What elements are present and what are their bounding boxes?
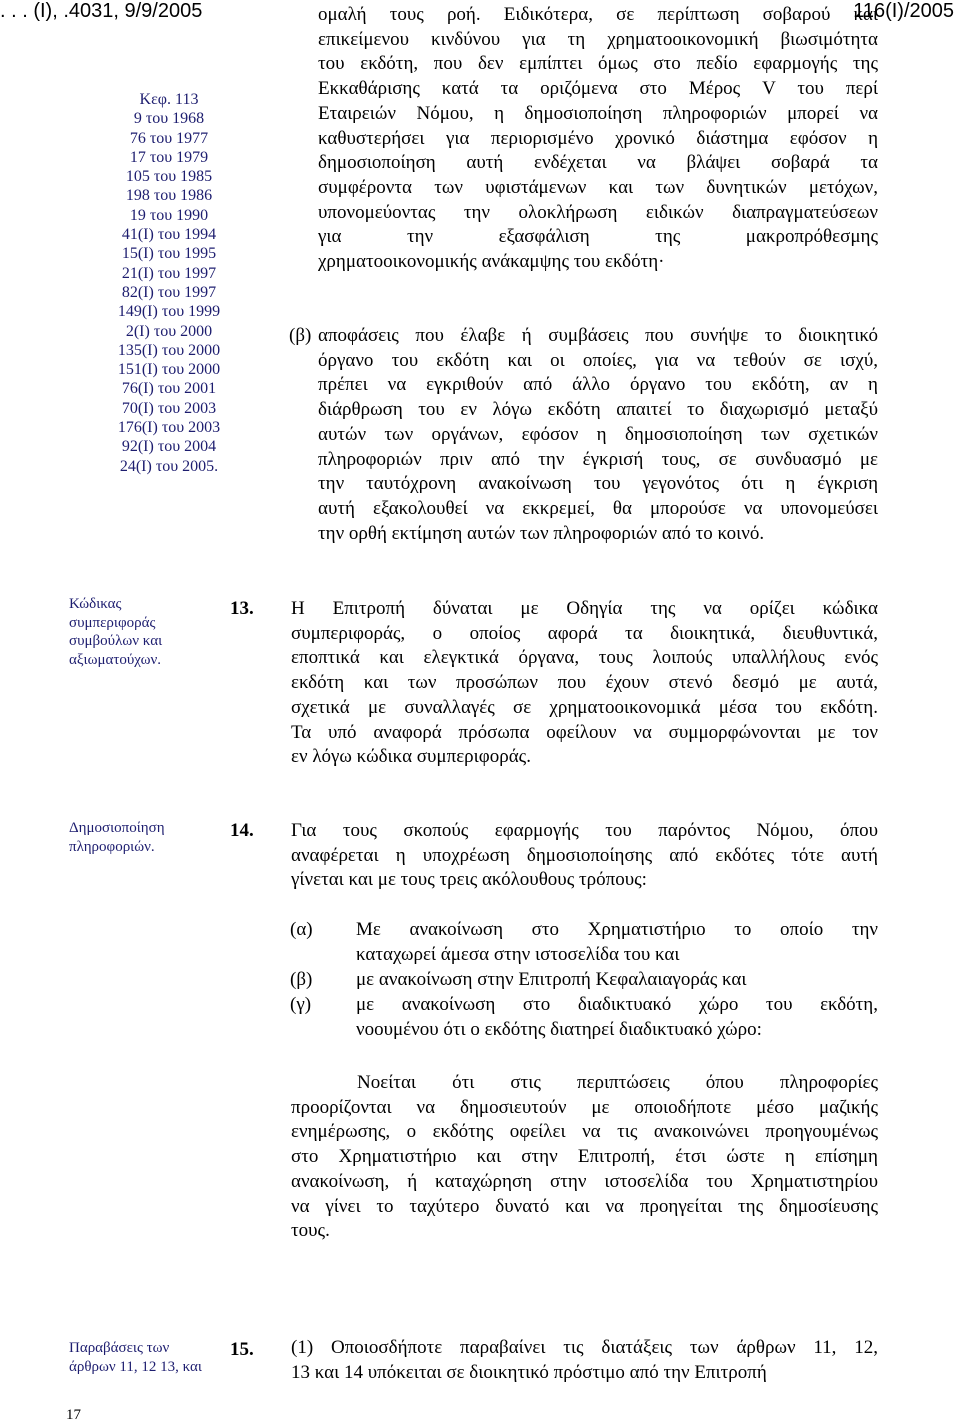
- text-line: συμπεριφοράς, ο οποίος αφορά τα διοικητικά, διευθυντικά,: [291, 622, 878, 644]
- article-14-number: 14.: [230, 820, 254, 841]
- text-line: Εκκαθάρισης κατά τα οριζόμενα στο Μέρος V του περί: [318, 78, 878, 100]
- law-reference: 176(Ι) του 2003: [117, 419, 221, 437]
- text-line: καταχωρεί άμεσα στην ιστοσελίδα του και: [356, 943, 680, 965]
- text-line: αναφέρεται η υποχρέωση δημοσιοποίησης από εκδότες τότε αυτή: [291, 844, 878, 866]
- law-reference: 9 του 1968: [133, 110, 205, 128]
- text-line: διάρθρωση του εν λόγω εκδότη απαιτεί το διαχωρισμό μεταξύ: [318, 399, 878, 421]
- text-line: του εκδότη, που δεν εμπίπτει όμως στο πεδίο εφαρμογής της: [318, 53, 878, 75]
- article-14-text: [291, 819, 878, 893]
- article-14-item-a-text: [356, 918, 878, 967]
- article-15-text: [291, 1336, 878, 1385]
- text-line: την ορθή εκτίμηση αυτών των πληροφοριών από το κοινό.: [318, 522, 765, 544]
- text-line: καθυστερήσει για περιορισμένο χρονικό διάστημα εφόσον η: [318, 127, 878, 149]
- text-line: γίνεται και με τους τρεις ακόλουθους τρόπους:: [291, 869, 647, 891]
- text-line: εκδότη και των προσώπων που έχουν στενό δεσμό με αυτά,: [291, 672, 878, 694]
- law-reference: 198 του 1986: [125, 187, 213, 205]
- text-line: νοουμένου ότι ο εκδότης διατηρεί διαδικτυακό χώρο:: [356, 1018, 762, 1040]
- article-14-item-b-text: [356, 968, 878, 993]
- article-15-number: 15.: [230, 1339, 254, 1360]
- article-14-item-a-label: (α): [290, 919, 313, 940]
- continuation-paragraph: [318, 3, 878, 275]
- law-reference: 82(Ι) του 1997: [121, 283, 217, 301]
- caption-line: συμβούλων και: [69, 633, 163, 649]
- text-line: ενημέρωσης, ο εκδότης οφείλει να τις ανακοινώνει προηγουμένως: [291, 1121, 878, 1143]
- text-line: αυτή εξακολουθεί να εκκρεμεί, θα μπορούσε να υπονομεύσει: [318, 497, 878, 519]
- law-reference: 76(Ι) του 2001: [121, 380, 217, 398]
- margin-law-references: [66, 90, 272, 476]
- law-reference: 21(Ι) του 1997: [121, 264, 217, 282]
- text-line: Τα υπό αναφορά πρόσωπα οφείλουν να συμμορφώνονται με τον: [291, 721, 878, 743]
- text-line: πρέπει να εγκριθούν από άλλο όργανο του εκδότη, αν η: [318, 374, 878, 396]
- law-reference: 19 του 1990: [129, 206, 209, 224]
- article-14-item-c-label: (γ): [290, 994, 312, 1015]
- gazette-header-right: 116(Ι)/2005: [853, 0, 954, 22]
- law-reference: 135(Ι) του 2000: [117, 341, 221, 359]
- caption-line: συμπεριφοράς: [69, 614, 156, 631]
- text-line: με ανακοίνωση στην Επιτροπή Κεφαλαιαγοράς και: [356, 969, 747, 990]
- text-line: ανακοίνωση, ή καταχώρηση στην ιστοσελίδα του Χρηματιστηρίου: [291, 1170, 878, 1192]
- law-reference: 92(Ι) του 2004: [121, 438, 217, 456]
- article-14-caption: [69, 819, 165, 856]
- item-b-text: [318, 324, 878, 546]
- text-line: Νοείται ότι στις περιπτώσεις όπου πληροφορίες: [357, 1072, 878, 1093]
- law-reference: 76 του 1977: [129, 129, 209, 147]
- text-line: αποφάσεις που έλαβε ή συμβάσεις που συνήψε το διοικητικό: [318, 325, 878, 346]
- law-reference: 17 του 1979: [129, 148, 209, 166]
- text-line: όργανο του εκδότη και οι οποίες, για να τεθούν σε ισχύ,: [318, 349, 878, 371]
- text-line: αυτών των οργάνων, εφόσον η δημοσιοποίηση των σχετικών: [318, 423, 878, 445]
- caption-line: Δημοσιοποίηση: [69, 820, 165, 836]
- law-reference: 2(Ι) του 2000: [125, 322, 213, 340]
- article-14-item-b-label: (β): [290, 969, 313, 990]
- caption-line: αξιωματούχων.: [69, 651, 162, 668]
- gazette-header-left: . . . (Ι), .4031, 9/9/2005: [0, 0, 203, 22]
- caption-line: πληροφοριών.: [69, 838, 155, 855]
- law-reference: 24(Ι) του 2005.: [119, 457, 219, 475]
- article-13-text: [291, 597, 878, 770]
- law-reference: 15(Ι) του 1995: [121, 245, 217, 263]
- caption-line: άρθρων 11, 12 13, και: [69, 1358, 202, 1375]
- text-line: Η Επιτροπή δύναται με Οδηγία της να ορίζει κώδικα: [291, 598, 878, 619]
- caption-line: Παραβάσεις των: [69, 1340, 170, 1356]
- text-line: να γίνει το ταχύτερο δυνατό και να προηγείται της δημοσίευσης: [291, 1195, 878, 1217]
- text-line: ομαλή τους ροή. Ειδικότερα, σε περίπτωση σοβαρού και: [318, 4, 878, 25]
- text-line: χρηματοοικονομικής ανάκαμψης του εκδότη·: [318, 251, 665, 273]
- text-line: Με ανακοίνωση στο Χρηματιστήριο το οποίο την: [356, 919, 878, 940]
- law-reference: Κεφ. 113: [139, 91, 199, 108]
- text-line: τους.: [291, 1220, 330, 1242]
- law-reference: 105 του 1985: [125, 168, 213, 186]
- article-13-number: 13.: [230, 598, 254, 619]
- text-line: Εταιρειών Νόμου, η δημοσιοποίηση πληροφοριών μπορεί να: [318, 102, 878, 124]
- text-line: υπονομεύοντας την ολοκλήρωση ειδικών διαπραγματεύσεων: [318, 201, 878, 223]
- item-b-label: (β): [289, 325, 312, 346]
- article-14-proviso: [291, 1071, 878, 1244]
- law-reference: 151(Ι) του 2000: [117, 361, 221, 379]
- text-line: Για τους σκοπούς εφαρμογής του παρόντος Νόμου, όπου: [291, 820, 878, 841]
- text-line: εν λόγω κώδικα συμπεριφοράς.: [291, 746, 531, 768]
- text-line: για την εξασφάλιση της μακροπρόθεσμης: [318, 226, 878, 248]
- law-reference: 149(Ι) του 1999: [117, 303, 221, 321]
- law-reference: 70(Ι) του 2003: [121, 399, 217, 417]
- page-number: 17: [66, 1407, 81, 1423]
- article-15-caption: [69, 1339, 202, 1376]
- text-line: σχετικά με συναλλαγές σε χρηματοοικονομικά μέσα του εκδότη.: [291, 696, 878, 718]
- text-line: (1) Οποιοσδήποτε παραβαίνει τις διατάξεις των άρθρων 11, 12,: [291, 1337, 878, 1358]
- text-line: πληροφοριών πριν από την έγκρισή τους, σε συνδυασμό με: [318, 448, 878, 470]
- text-line: 13 και 14 υπόκειται σε διοικητικό πρόστιμο από την Επιτροπή: [291, 1361, 767, 1383]
- text-line: προορίζονται να δημοσιευτούν με οποιοδήποτε μέσο μαζικής: [291, 1096, 878, 1118]
- caption-line: Κώδικας: [69, 596, 122, 612]
- text-line: συμφέροντα των υφιστάμενων και των δυνητικών μετόχων,: [318, 176, 878, 198]
- text-line: στο Χρηματιστήριο και στην Επιτροπή, έτσι ώστε η επίσημη: [291, 1146, 878, 1168]
- law-reference: 41(Ι) του 1994: [121, 226, 217, 244]
- text-line: επικείμενου κινδύνου για τη χρηματοοικονομική βιωσιμότητα: [318, 28, 878, 50]
- article-14-item-c-text: [356, 993, 878, 1042]
- text-line: την ταυτόχρονη ανακοίνωση του γεγονότος ότι η έγκριση: [318, 473, 878, 495]
- text-line: εποπτικά και ελεγκτικά όργανα, τους λοιπούς υπαλλήλους ενός: [291, 647, 878, 669]
- article-13-caption: [69, 595, 162, 669]
- text-line: με ανακοίνωση στο διαδικτυακό χώρο του εκδότη,: [356, 994, 878, 1015]
- text-line: δημοσιοποίηση αυτή ενδέχεται να βλάψει σοβαρά τα: [318, 152, 878, 174]
